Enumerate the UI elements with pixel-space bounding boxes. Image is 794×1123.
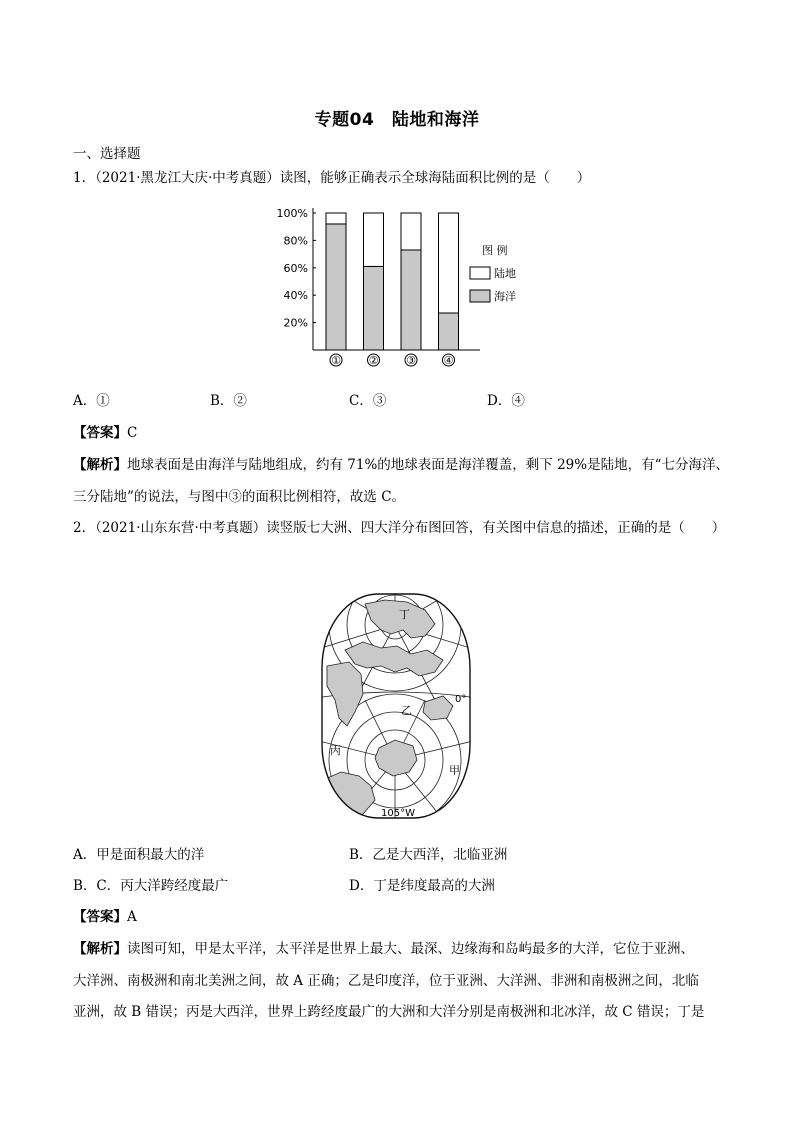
y-tick-label: 100% [276,207,308,220]
analysis-label: 【解析】 [73,941,127,957]
map-label-zero: 0° [455,694,467,705]
q2-analysis-line-1 [73,937,694,957]
world-map-vertical [315,590,477,822]
legend-title: 图 例 [482,244,508,257]
page-title: 专题04 陆地和海洋 [314,110,480,130]
y-tick-label: 20% [283,316,308,330]
q1-analysis-line-2: 三分陆地”的说法，与图中③的面积比例相符，故选 C。 [73,489,406,505]
q2-option-d: D．丁是纬度最高的大洲 [349,878,495,894]
analysis-text: 读图可知，甲是太平洋，太平洋是世界上最大、最深、边缘海和岛屿最多的大洋，它位于亚洲、 [127,941,694,957]
answer-label: 【答案】 [73,909,127,925]
category-label: ② [368,354,379,367]
map-label-yi: 乙 [401,704,412,717]
section-heading: 一、选择题 [73,146,141,162]
map-label-bing: 丙 [330,744,341,757]
map-label-lon: 105°W [381,808,415,819]
bar-segment-陆地 [364,213,384,266]
bar-segment-海洋 [439,313,459,350]
legend-label: 陆地 [494,267,516,280]
question-2-stem: 2．（2021·山东东营·中考真题）读竖版七大洲、四大洋分布图回答，有关图中信息的描述，正确的是（ ） [73,520,726,536]
answer-value: A [127,909,137,925]
bar-segment-海洋 [326,224,346,350]
legend-label: 海洋 [494,290,516,303]
legend-swatch-海洋 [470,290,490,302]
q1-option-d: D．④ [487,393,525,409]
q2-answer [73,905,137,925]
legend-swatch-陆地 [470,267,490,279]
answer-label: 【答案】 [73,425,127,441]
bar-segment-海洋 [401,250,421,350]
question-1-stem: 1．（2021·黑龙江大庆·中考真题）读图，能够正确表示全球海陆面积比例的是（ ） [73,170,591,186]
q1-option-b: B．② [210,393,247,409]
bar-segment-陆地 [439,213,459,313]
category-label: ① [331,354,341,367]
q2-analysis-line-2: 大洋洲、南极洲和南北美洲之间，故 A 正确；乙是印度洋，位于亚洲、大洋洲、非洲和南极洲之间，北临 [73,973,699,989]
analysis-text: 地球表面是由海洋与陆地组成，约有 71%的地球表面是海洋覆盖，剩下 29%是陆地，有“七分海洋、 [127,457,729,473]
q1-analysis-line-1 [73,453,729,473]
map-label-ding: 丁 [399,608,410,621]
answer-value: C [127,425,138,441]
q1-answer [73,421,137,441]
q2-analysis-line-3: 亚洲，故 B 错误；丙是大西洋，世界上跨经度最广的大洲和大洋分别是南极洲和北冰洋，故 C 错误；丁是 [73,1004,705,1020]
category-label: ④ [443,354,454,367]
y-tick-label: 40% [283,289,308,303]
q1-stacked-bar-chart [268,200,538,372]
q1-option-a: A．① [73,393,110,409]
y-tick-label: 80% [283,234,308,248]
bar-segment-陆地 [401,213,421,250]
q1-option-c: C．③ [349,393,387,409]
bar-segment-海洋 [364,266,384,350]
bar-segment-陆地 [326,213,346,224]
y-tick-label: 60% [283,261,308,275]
category-label: ③ [406,354,416,367]
analysis-label: 【解析】 [73,457,127,473]
q2-option-b: B．乙是大西洋，北临亚洲 [349,847,508,863]
map-label-jia: 甲 [449,764,460,777]
q2-option-c: B．C．丙大洋跨经度最广 [73,878,229,894]
q2-option-a: A．甲是面积最大的洋 [73,847,205,863]
